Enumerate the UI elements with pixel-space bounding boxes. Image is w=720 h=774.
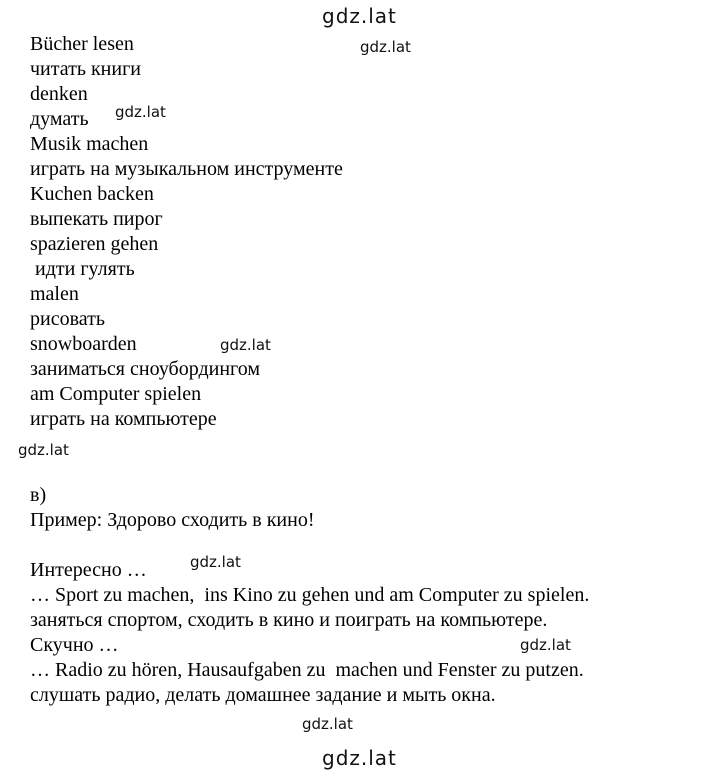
section-label: в) bbox=[30, 484, 47, 506]
vocab-line-ru: выпекать пирог bbox=[30, 208, 163, 230]
interesting-ru: заняться спортом, сходить в кино и поиграть на компьютере. bbox=[30, 609, 548, 631]
vocab-line-ru: рисовать bbox=[30, 308, 105, 330]
watermark-top: gdz.lat bbox=[322, 4, 397, 28]
boring-label: Скучно … bbox=[30, 634, 119, 656]
example-line: Пример: Здорово сходить в кино! bbox=[30, 509, 315, 531]
vocab-line-de: Musik machen bbox=[30, 133, 149, 155]
vocab-line-ru: идти гулять bbox=[30, 258, 135, 280]
watermark: gdz.lat bbox=[520, 636, 571, 654]
interesting-de: … Sport zu machen, ins Kino zu gehen und am Computer zu spielen. bbox=[30, 584, 590, 606]
watermark: gdz.lat bbox=[115, 103, 166, 121]
vocab-line-de: malen bbox=[30, 283, 79, 305]
watermark: gdz.lat bbox=[302, 715, 353, 733]
vocab-line-de: snowboarden bbox=[30, 333, 137, 355]
boring-de: … Radio zu hören, Hausaufgaben zu machen und Fenster zu putzen. bbox=[30, 659, 584, 681]
interesting-label: Интересно … bbox=[30, 559, 147, 581]
boring-ru: слушать радио, делать домашнее задание и мыть окна. bbox=[30, 684, 496, 706]
vocab-line-ru: читать книги bbox=[30, 58, 141, 80]
vocab-line-de: denken bbox=[30, 83, 88, 105]
watermark-bottom: gdz.lat bbox=[322, 746, 397, 770]
vocab-line-de: Kuchen backen bbox=[30, 183, 154, 205]
vocab-line-de: spazieren gehen bbox=[30, 233, 159, 255]
vocab-line-ru: заниматься сноубордингом bbox=[30, 358, 261, 380]
vocab-line-ru: думать bbox=[30, 108, 89, 130]
watermark: gdz.lat bbox=[220, 336, 271, 354]
watermark: gdz.lat bbox=[190, 553, 241, 571]
vocab-line-de: am Computer spielen bbox=[30, 383, 202, 405]
vocab-line-ru: играть на компьютере bbox=[30, 408, 217, 430]
watermark: gdz.lat bbox=[360, 38, 411, 56]
vocab-line-de: Bücher lesen bbox=[30, 33, 134, 55]
vocab-line-ru: играть на музыкальном инструменте bbox=[30, 158, 343, 180]
watermark: gdz.lat bbox=[18, 441, 69, 459]
